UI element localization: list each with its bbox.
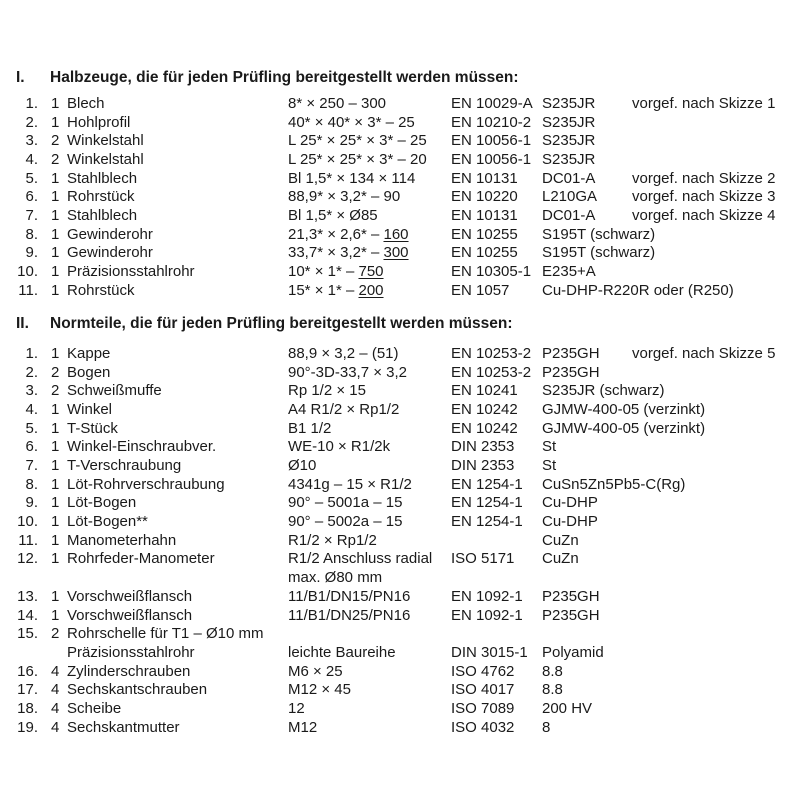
item-number: 1. bbox=[25, 95, 38, 112]
item-number: 7. bbox=[25, 457, 38, 475]
item-quantity: 1 bbox=[51, 225, 60, 243]
item-standard: EN 10242 bbox=[451, 401, 518, 419]
item-dimension-text: M12 × 45 bbox=[288, 681, 351, 699]
item-remark: vorgef. nach Skizze 1 bbox=[632, 95, 776, 112]
item-name: Bogen bbox=[67, 363, 111, 381]
item-material: GJMW-400-05 (verzinkt) bbox=[542, 401, 706, 419]
item-dimension-text: 90° – 5001a – 15 bbox=[288, 494, 403, 512]
list-item bbox=[0, 681, 800, 700]
item-quantity: 2 bbox=[51, 132, 60, 150]
item-standard: EN 1254-1 bbox=[451, 475, 523, 493]
item-material: P235GH bbox=[542, 606, 600, 624]
item-dimension-text: R1/2 Anschluss radial bbox=[288, 550, 433, 568]
list-item bbox=[0, 151, 800, 170]
item-material: S195T (schwarz) bbox=[542, 225, 656, 243]
list-item bbox=[0, 282, 800, 301]
item-dimension-text: Rp 1/2 × 15 bbox=[288, 382, 366, 400]
item-number: 3. bbox=[25, 132, 38, 150]
item-quantity: 1 bbox=[51, 606, 60, 624]
item-dimension bbox=[288, 263, 384, 282]
item-dimension-text: L 25* × 25* × 3* – 20 bbox=[288, 151, 427, 169]
item-standard: EN 10210-2 bbox=[451, 113, 532, 131]
item-name: Hohlprofil bbox=[67, 113, 131, 131]
item-material: S235JR bbox=[542, 132, 596, 150]
item-number: 9. bbox=[25, 494, 38, 512]
item-dimension-text: 4341g – 15 × R1/2 bbox=[288, 475, 412, 493]
item-dimension bbox=[288, 476, 412, 495]
list-item bbox=[0, 420, 800, 439]
item-standard: EN 10220 bbox=[451, 188, 518, 206]
item-name: Gewinderohr bbox=[67, 225, 153, 243]
item-name: Sechskantmutter bbox=[67, 718, 180, 736]
item-dimension-text: 15* × 1* – bbox=[288, 281, 359, 299]
item-remark: vorgef. nach Skizze 4 bbox=[632, 207, 776, 225]
list-item bbox=[0, 401, 800, 420]
item-remark: vorgef. nach Skizze 3 bbox=[632, 188, 776, 206]
item-material: Cu-DHP bbox=[542, 513, 598, 531]
item-quantity: 4 bbox=[51, 718, 60, 736]
item-standard: ISO 5171 bbox=[451, 550, 515, 568]
item-standard: ISO 4017 bbox=[451, 681, 515, 699]
item-material: 8.8 bbox=[542, 681, 563, 699]
item-standard: EN 10241 bbox=[451, 382, 518, 400]
section-numeral: I. bbox=[16, 69, 25, 86]
item-name: Sechskantschrauben bbox=[67, 681, 208, 699]
item-length-underlined: 200 bbox=[358, 281, 384, 299]
item-number: 6. bbox=[25, 438, 38, 456]
item-standard: EN 10253-2 bbox=[451, 345, 532, 362]
list-item bbox=[0, 364, 800, 383]
item-material: CuZn bbox=[542, 531, 579, 549]
list-item bbox=[0, 438, 800, 457]
item-name: Löt-Bogen** bbox=[67, 513, 148, 531]
item-quantity: 1 bbox=[51, 401, 60, 419]
item-name: T-Verschraubung bbox=[67, 457, 182, 475]
item-quantity: 1 bbox=[51, 513, 60, 531]
item-quantity: 1 bbox=[51, 169, 60, 187]
item-quantity: 1 bbox=[51, 345, 60, 362]
item-quantity: 4 bbox=[51, 699, 60, 717]
item-material: Cu-DHP-R220R oder (R250) bbox=[542, 281, 734, 299]
item-quantity: 1 bbox=[51, 263, 60, 281]
item-number: 2. bbox=[25, 363, 38, 381]
item-quantity: 1 bbox=[51, 281, 60, 299]
item-quantity: 1 bbox=[51, 475, 60, 493]
item-dimension-text: Ø10 bbox=[288, 457, 317, 475]
item-remark: vorgef. nach Skizze 5 bbox=[632, 345, 776, 362]
item-quantity: 1 bbox=[51, 457, 60, 475]
list-item bbox=[0, 625, 800, 644]
item-dimension-text: 11/B1/DN15/PN16 bbox=[288, 587, 411, 605]
item-number: 12. bbox=[17, 550, 38, 568]
item-number: 8. bbox=[25, 225, 38, 243]
section-title: Normteile, die für jeden Prüfling bereitgestellt werden müssen: bbox=[50, 315, 513, 332]
item-dimension bbox=[288, 513, 402, 532]
item-dimension bbox=[288, 438, 390, 457]
section-title: Halbzeuge, die für jeden Prüfling bereitgestellt werden müssen: bbox=[50, 69, 519, 86]
item-standard: EN 10056-1 bbox=[451, 132, 532, 150]
list-item bbox=[0, 244, 800, 263]
list-item bbox=[0, 114, 800, 133]
item-dimension bbox=[288, 188, 400, 207]
item-name: Rohrstück bbox=[67, 188, 135, 206]
item-dimension bbox=[288, 588, 410, 607]
item-dimension-text: 33,7* × 3,2* – bbox=[288, 244, 384, 262]
item-length-underlined: 300 bbox=[383, 244, 409, 262]
list-item bbox=[0, 457, 800, 476]
item-dimension bbox=[288, 420, 331, 439]
item-name: Rohrstück bbox=[67, 281, 135, 299]
item-material: DC01-A bbox=[542, 169, 596, 187]
item-dimension bbox=[288, 401, 399, 420]
list-item bbox=[0, 95, 800, 114]
item-standard: ISO 4032 bbox=[451, 718, 515, 736]
item-standard: DIN 3015-1 bbox=[451, 643, 528, 661]
item-number: 4. bbox=[25, 401, 38, 419]
item-dimension bbox=[288, 457, 316, 476]
list-item bbox=[0, 226, 800, 245]
item-material: St bbox=[542, 457, 557, 475]
item-number: 5. bbox=[25, 419, 38, 437]
item-standard: EN 1254-1 bbox=[451, 513, 523, 531]
item-dimension bbox=[288, 681, 351, 700]
item-standard: EN 10255 bbox=[451, 244, 518, 262]
item-material: P235GH bbox=[542, 587, 600, 605]
item-material: S235JR bbox=[542, 113, 596, 131]
item-quantity: 1 bbox=[51, 419, 60, 437]
item-number: 15. bbox=[17, 625, 38, 643]
item-standard: DIN 2353 bbox=[451, 457, 515, 475]
item-standard: EN 10305-1 bbox=[451, 263, 532, 281]
item-name: Gewinderohr bbox=[67, 244, 153, 262]
list-item bbox=[0, 644, 800, 663]
item-name: Löt-Rohrverschraubung bbox=[67, 475, 225, 493]
item-dimension bbox=[288, 644, 396, 663]
item-name: Winkelstahl bbox=[67, 132, 144, 150]
item-material: DC01-A bbox=[542, 207, 596, 225]
item-name: Winkel bbox=[67, 401, 113, 419]
item-material: S235JR bbox=[542, 151, 596, 169]
item-material: Cu-DHP bbox=[542, 494, 598, 512]
item-length-underlined: 160 bbox=[383, 225, 409, 243]
item-name: Präzisionsstahlrohr bbox=[67, 643, 195, 661]
item-quantity: 1 bbox=[51, 494, 60, 512]
item-standard: DIN 2353 bbox=[451, 438, 515, 456]
item-quantity: 1 bbox=[51, 207, 60, 225]
item-dimension-text: 11/B1/DN25/PN16 bbox=[288, 606, 411, 624]
section-numeral: II. bbox=[16, 315, 29, 332]
item-dimension-text: 10* × 1* – bbox=[288, 263, 359, 281]
item-number: 7. bbox=[25, 207, 38, 225]
item-dimension-text: 21,3* × 2,6* – bbox=[288, 225, 384, 243]
item-dimension bbox=[288, 532, 377, 551]
item-material: P235GH bbox=[542, 363, 600, 381]
item-number: 16. bbox=[17, 662, 38, 680]
item-standard: EN 1092-1 bbox=[451, 606, 523, 624]
item-dimension bbox=[288, 663, 343, 682]
item-number: 10. bbox=[17, 513, 38, 531]
item-standard: EN 10131 bbox=[451, 207, 518, 225]
item-material: 200 HV bbox=[542, 699, 593, 717]
item-quantity: 1 bbox=[51, 244, 60, 262]
item-name: Präzisionsstahlrohr bbox=[67, 263, 195, 281]
item-dimension bbox=[288, 607, 410, 626]
item-dimension bbox=[288, 132, 427, 151]
item-dimension-text: Bl 1,5* × 134 × 114 bbox=[288, 169, 416, 187]
item-standard: EN 10131 bbox=[451, 169, 518, 187]
list-item bbox=[0, 263, 800, 282]
item-dimension bbox=[288, 719, 317, 738]
item-material: St bbox=[542, 438, 557, 456]
item-quantity: 2 bbox=[51, 151, 60, 169]
list-item bbox=[0, 132, 800, 151]
item-dimension-text: 90°-3D-33,7 × 3,2 bbox=[288, 363, 407, 381]
item-name: Scheibe bbox=[67, 699, 122, 717]
item-dimension bbox=[288, 114, 415, 133]
item-name: Zylinderschrauben bbox=[67, 662, 191, 680]
item-number: 3. bbox=[25, 382, 38, 400]
list-item bbox=[0, 719, 800, 738]
item-quantity: 1 bbox=[51, 550, 60, 568]
item-standard: EN 10056-1 bbox=[451, 151, 532, 169]
item-dimension bbox=[288, 364, 407, 383]
item-dimension bbox=[288, 151, 427, 170]
item-standard: EN 1057 bbox=[451, 281, 510, 299]
item-name: Stahlblech bbox=[67, 207, 138, 225]
list-item bbox=[0, 569, 800, 588]
item-dimension bbox=[288, 207, 378, 226]
item-name: Vorschweißflansch bbox=[67, 587, 193, 605]
list-item bbox=[0, 382, 800, 401]
item-material: S195T (schwarz) bbox=[542, 244, 656, 262]
item-number: 4. bbox=[25, 151, 38, 169]
item-dimension-text: M12 bbox=[288, 718, 318, 736]
item-dimension bbox=[288, 95, 386, 114]
item-quantity: 4 bbox=[51, 681, 60, 699]
item-dimension bbox=[288, 494, 402, 513]
item-dimension-text: 40* × 40* × 3* – 25 bbox=[288, 113, 415, 131]
item-name: Kappe bbox=[67, 345, 111, 362]
item-quantity: 1 bbox=[51, 531, 60, 549]
item-name: Winkelstahl bbox=[67, 151, 144, 169]
item-dimension-text: 12 bbox=[288, 699, 305, 717]
item-standard: EN 10029-A bbox=[451, 95, 533, 112]
item-number: 17. bbox=[17, 681, 38, 699]
list-item bbox=[0, 170, 800, 189]
item-material: S235JR bbox=[542, 95, 596, 112]
list-item bbox=[0, 476, 800, 495]
item-quantity: 1 bbox=[51, 438, 60, 456]
item-dimension bbox=[288, 382, 366, 401]
item-name: Blech bbox=[67, 95, 105, 112]
item-quantity: 2 bbox=[51, 625, 60, 643]
item-dimension bbox=[288, 700, 305, 719]
item-dimension-text: Bl 1,5* × Ø85 bbox=[288, 207, 378, 225]
list-item bbox=[0, 663, 800, 682]
item-number: 13. bbox=[17, 587, 38, 605]
item-remark: vorgef. nach Skizze 2 bbox=[632, 169, 776, 187]
item-dimension bbox=[288, 170, 415, 189]
item-quantity: 1 bbox=[51, 95, 60, 112]
item-material: CuSn5Zn5Pb5-C(Rg) bbox=[542, 475, 686, 493]
list-item bbox=[0, 345, 800, 364]
item-standard: EN 10253-2 bbox=[451, 363, 532, 381]
item-material: 8.8 bbox=[542, 662, 563, 680]
item-name: Stahlblech bbox=[67, 169, 138, 187]
list-item bbox=[0, 207, 800, 226]
item-standard: EN 10242 bbox=[451, 419, 518, 437]
item-standard: EN 1254-1 bbox=[451, 494, 523, 512]
item-material: P235GH bbox=[542, 345, 600, 362]
item-quantity: 1 bbox=[51, 188, 60, 206]
item-name: Manometerhahn bbox=[67, 531, 177, 549]
item-number: 8. bbox=[25, 475, 38, 493]
item-dimension-text: L 25* × 25* × 3* – 25 bbox=[288, 132, 427, 150]
list-item bbox=[0, 532, 800, 551]
item-number: 2. bbox=[25, 113, 38, 131]
item-dimension-text: 88,9 × 3,2 – (51) bbox=[288, 345, 399, 362]
item-material: 8 bbox=[542, 718, 551, 736]
item-number: 11. bbox=[18, 531, 38, 549]
item-dimension-text: WE-10 × R1/2k bbox=[288, 438, 391, 456]
item-standard: EN 10255 bbox=[451, 225, 518, 243]
item-quantity: 1 bbox=[51, 113, 60, 131]
item-number: 5. bbox=[25, 169, 38, 187]
item-dimension bbox=[288, 244, 409, 263]
item-number: 11. bbox=[18, 281, 38, 299]
list-item bbox=[0, 550, 800, 569]
item-material: E235+A bbox=[542, 263, 596, 281]
item-dimension-text: max. Ø80 mm bbox=[288, 569, 383, 587]
item-dimension bbox=[288, 345, 399, 364]
item-number: 6. bbox=[25, 188, 38, 206]
item-name: Winkel-Einschraubver. bbox=[67, 438, 217, 456]
item-number: 10. bbox=[17, 263, 38, 281]
item-standard: ISO 4762 bbox=[451, 662, 515, 680]
item-dimension-text: 90° – 5002a – 15 bbox=[288, 513, 403, 531]
item-name: Schweißmuffe bbox=[67, 382, 162, 400]
item-number: 9. bbox=[25, 244, 38, 262]
item-dimension-text: 8* × 250 – 300 bbox=[288, 95, 387, 112]
item-material: Polyamid bbox=[542, 643, 604, 661]
item-dimension-text: B1 1/2 bbox=[288, 419, 332, 437]
item-length-underlined: 750 bbox=[358, 263, 384, 281]
item-dimension-text: leichte Baureihe bbox=[288, 643, 396, 661]
item-material: GJMW-400-05 (verzinkt) bbox=[542, 419, 706, 437]
list-item bbox=[0, 513, 800, 532]
list-item bbox=[0, 588, 800, 607]
item-standard: EN 1092-1 bbox=[451, 587, 523, 605]
item-number: 14. bbox=[17, 606, 38, 624]
item-name: Löt-Bogen bbox=[67, 494, 137, 512]
item-name: Rohrschelle für T1 – Ø10 mm bbox=[67, 625, 264, 643]
item-standard: ISO 7089 bbox=[451, 699, 515, 717]
list-item bbox=[0, 607, 800, 626]
item-quantity: 2 bbox=[51, 382, 60, 400]
item-dimension-text: R1/2 × Rp1/2 bbox=[288, 531, 377, 549]
item-dimension bbox=[288, 282, 384, 301]
item-dimension-text: A4 R1/2 × Rp1/2 bbox=[288, 401, 400, 419]
list-item bbox=[0, 700, 800, 719]
list-item bbox=[0, 494, 800, 513]
item-quantity: 2 bbox=[51, 363, 60, 381]
item-material: S235JR (schwarz) bbox=[542, 382, 665, 400]
item-material: CuZn bbox=[542, 550, 579, 568]
item-number: 1. bbox=[25, 345, 38, 362]
item-dimension-text: M6 × 25 bbox=[288, 662, 343, 680]
item-name: Vorschweißflansch bbox=[67, 606, 193, 624]
item-quantity: 1 bbox=[51, 587, 60, 605]
item-number: 19. bbox=[17, 718, 38, 736]
item-dimension bbox=[288, 226, 409, 245]
list-item bbox=[0, 188, 800, 207]
item-dimension-text: 88,9* × 3,2* – 90 bbox=[288, 188, 401, 206]
item-dimension bbox=[288, 569, 382, 588]
item-dimension bbox=[288, 550, 432, 569]
item-quantity: 4 bbox=[51, 662, 60, 680]
item-number: 18. bbox=[17, 699, 38, 717]
item-name: Rohrfeder-Manometer bbox=[67, 550, 215, 568]
item-material: L210GA bbox=[542, 188, 598, 206]
item-name: T-Stück bbox=[67, 419, 118, 437]
